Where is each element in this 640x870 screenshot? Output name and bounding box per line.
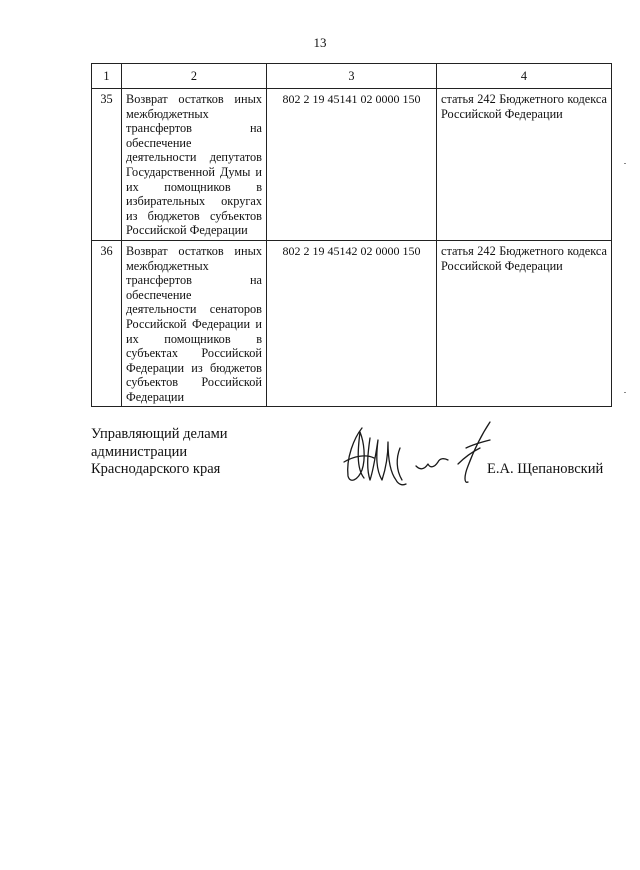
scan-speck xyxy=(624,163,626,164)
header-col-4: 4 xyxy=(437,64,612,89)
position-line: администрации xyxy=(91,443,188,460)
row-description: Возврат остатков иных межбюджетных трансфертов на обеспечение деятельности сенаторов Российской Федерации и их помощников в субъектах Российской Федерации из бюджетов субъектов Российской Федерации xyxy=(122,240,267,407)
row-code: 802 2 19 45142 02 0000 150 xyxy=(267,240,437,407)
handwritten-signature xyxy=(340,418,510,490)
header-col-3: 3 xyxy=(267,64,437,89)
header-col-2: 2 xyxy=(122,64,267,89)
table-row xyxy=(92,240,612,407)
row-description: Возврат остатков иных межбюджетных трансфертов на обеспечение деятельности депутатов Государственной Думы и их помощников в избирательных округах из бюджетов субъектов Российской Федерации xyxy=(122,89,267,241)
page-number: 13 xyxy=(313,35,327,50)
row-number: 36 xyxy=(92,240,122,407)
table-header-row xyxy=(92,64,612,89)
row-code: 802 2 19 45141 02 0000 150 xyxy=(267,89,437,241)
budget-codes-table xyxy=(91,63,612,407)
signatory-name: Е.А. Щепановский xyxy=(487,461,604,477)
row-basis: статья 242 Бюджетного кодекса Российской Федерации xyxy=(437,89,612,241)
scan-speck xyxy=(624,392,626,393)
table-row xyxy=(92,89,612,241)
header-col-1: 1 xyxy=(92,64,122,89)
position-line: Краснодарского края xyxy=(91,461,221,477)
position-line: Управляющий делами xyxy=(91,426,228,442)
signatory-position xyxy=(91,426,228,479)
row-number: 35 xyxy=(92,89,122,241)
row-basis: статья 242 Бюджетного кодекса Российской Федерации xyxy=(437,240,612,407)
